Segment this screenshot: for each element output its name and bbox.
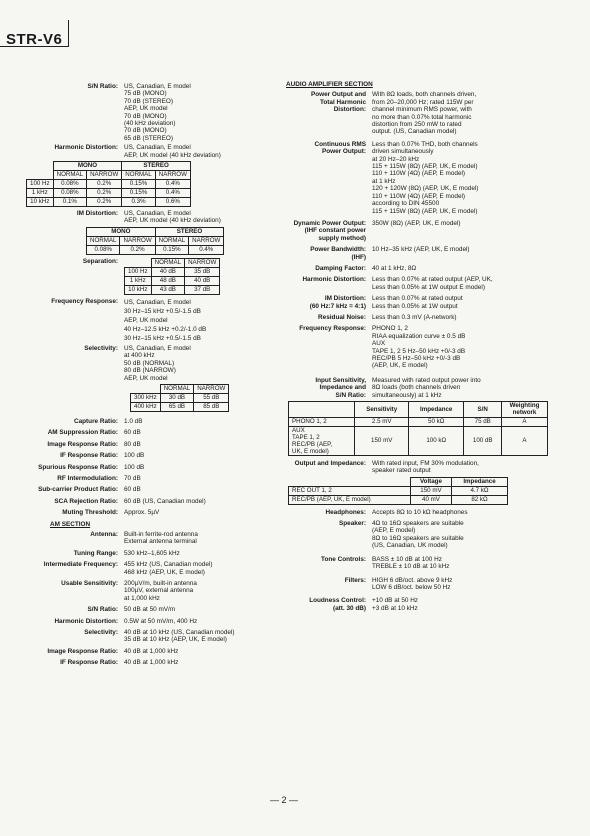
spec-label: Image Response Ratio: (47, 440, 118, 448)
spec-label: RF Intermodulation: (57, 474, 118, 482)
spec-value: 100 dB (124, 463, 145, 471)
spec-value: With rated input, FM 30% modulation, speaker rated output (372, 459, 479, 475)
table-header: NARROW (194, 384, 229, 393)
spec-label: Capture Ratio: (73, 417, 118, 425)
table-header: Sensitivity (355, 402, 409, 418)
spec-label: Residual Noise: (318, 313, 366, 321)
table-cell: 40 dB (151, 267, 184, 276)
table-cell: 1 kHz (27, 189, 54, 198)
spec-label: Selectivity: (84, 629, 118, 637)
table-cell: 100 dB (464, 426, 502, 455)
spec-label: Speaker: (339, 520, 366, 528)
table-cell: 0.2% (87, 198, 122, 207)
table-cell: 0.15% (122, 180, 155, 189)
table-header: NARROW (189, 236, 224, 245)
spec-row (286, 377, 576, 399)
table-cell: 37 dB (185, 285, 220, 294)
spec-row (6, 561, 274, 576)
spec-label: S/N Ratio: (87, 606, 118, 614)
spec-value: 350W (8Ω) (AEP, UK, E model) (372, 219, 461, 227)
spec-label: IM Distortion: (60 Hz:7 kHz = 4:1) (309, 295, 366, 310)
spec-row (286, 295, 576, 310)
spec-row (6, 429, 274, 436)
spec-label: Power Bandwidth: (IHF) (310, 246, 366, 261)
spec-label: Dynamic Power Output: (IHF constant power supply method) (293, 219, 366, 242)
spec-value: US, Canadian, E model AEP, UK model (40 kHz deviation) (124, 144, 221, 159)
am-section-title: AM SECTION (50, 520, 91, 528)
table-cell: 0.2% (87, 180, 122, 189)
table-cell: 82 kΩ (452, 495, 508, 504)
table-cell: REC OUT 1, 2 (289, 486, 411, 495)
spec-value: US, Canadian, E model at 400 kHz 50 dB (NORMAL) 80 dB (NARROW) AEP, UK model (124, 344, 191, 382)
spec-value: 1.0 dB (124, 417, 143, 425)
spec-row (6, 509, 274, 516)
table-row (125, 276, 220, 285)
amp-spec-list (286, 509, 576, 612)
table-cell: 0.4% (155, 180, 190, 189)
table-row (125, 285, 220, 294)
table-cell: 65 dB (160, 402, 193, 411)
spec-label: Intermediate Frequency: (43, 561, 118, 569)
table-row (131, 402, 229, 411)
table-cell: 35 dB (185, 267, 220, 276)
table-cell: 50 kΩ (408, 417, 463, 426)
spec-value: 50 dB at 50 mV/m (124, 606, 176, 614)
table-cell: 0.15% (122, 189, 155, 198)
spec-value: 40 dB at 1,000 kHz (124, 659, 179, 667)
table-cell: 1 kHz (125, 276, 152, 285)
table-cell: 100 Hz (125, 267, 152, 276)
spec-value: 60 dB (124, 429, 141, 437)
table-header: Weighting network (502, 402, 548, 418)
spec-row (286, 265, 576, 272)
spec-row (286, 597, 576, 612)
table-cell: 0.08% (53, 189, 86, 198)
spec-value: Measured with rated output power into 8Ω loads (both channels driven simultaneously) at 1 kHz (372, 376, 481, 399)
spec-value: 100 dB (124, 452, 145, 460)
model-title: STR-V6 (6, 31, 63, 48)
table-cell: 0.3% (122, 198, 155, 207)
spec-label: IM Distortion: (76, 210, 118, 218)
table-header: STEREO (155, 227, 224, 236)
spec-row (286, 325, 576, 369)
table-header: NORMAL (53, 171, 86, 180)
table-row (125, 267, 220, 276)
spec-label: Filters: (344, 576, 366, 584)
table-row (27, 189, 191, 198)
spec-value: 60 dB (US, Canadian model) (124, 497, 206, 505)
spec-label: Tone Controls: (321, 555, 366, 563)
spec-row (286, 577, 576, 592)
spec-row (286, 314, 576, 321)
spec-label: Image Response Ratio: (47, 647, 118, 655)
table-cell: 0.08% (53, 180, 86, 189)
table-row (27, 198, 191, 207)
spec-value: 60 dB (124, 486, 141, 494)
table-row (289, 486, 508, 495)
table-cell: 85 dB (194, 402, 229, 411)
spec-row (286, 91, 576, 135)
table-cell: 0.08% (87, 245, 120, 254)
spec-row (286, 520, 576, 550)
spec-value: Less than 0.07% at rated output Less than 0.05% at 1W output (372, 295, 463, 310)
spec-value: Less than 0.3 mV (A-network) (372, 313, 457, 321)
spec-label: Continuous RMS Power Output: (314, 140, 366, 156)
spec-row (6, 210, 274, 225)
spec-value: 40 at 1 kHz, 8Ω (372, 264, 417, 272)
spec-row (286, 556, 576, 571)
spec-row (6, 629, 274, 644)
table-header: NORMAL (160, 384, 193, 393)
spec-value: 80 dB (124, 440, 141, 448)
spec-label: Selectivity: (84, 344, 118, 352)
spec-value: 200µV/m, built-in antenna 100µV, external antenna at 1,000 kHz (124, 580, 197, 602)
spec-value: +10 dB at 50 Hz +3 dB at 10 kHz (372, 597, 419, 612)
spec-label: S/N Ratio: (87, 83, 118, 90)
selectivity-table (130, 384, 229, 412)
spec-label: IF Response Ratio: (60, 452, 118, 460)
spec-row (6, 452, 274, 459)
spec-row (6, 550, 274, 557)
table-cell: 30 dB (160, 393, 193, 402)
spec-label: Power Output and Total Harmonic Distortion: (310, 91, 366, 114)
spec-label: AM Suppression Ratio: (47, 429, 118, 437)
table-cell: REC/PB (AEP, UK, E model) (289, 495, 411, 504)
am-spec-list (6, 531, 274, 667)
spec-row (6, 606, 274, 613)
spec-row (6, 144, 274, 159)
table-cell: 40 mV (410, 495, 451, 504)
spec-row (6, 464, 274, 471)
spec-row (6, 475, 274, 482)
table-cell: 100 kΩ (408, 426, 463, 455)
spec-value: PHONO 1, 2 RIAA equalization curve ± 0.5 dB AUX TAPE 1, 2 5 Hz–50 kHz +0/-3 dB REC/PB 5 Hz–50 kHz +0/-3 dB (AEP, UK, E model) (372, 325, 466, 370)
spec-row (6, 418, 274, 425)
spec-label: Output and Impedance: (294, 459, 366, 467)
table-header: NORMAL (151, 258, 184, 267)
spec-label: Usable Sensitivity: (61, 580, 118, 587)
spec-value: 70 dB (124, 474, 141, 482)
left-column (6, 83, 274, 671)
spec-label: Separation: (82, 257, 118, 265)
spec-value: BASS ± 10 dB at 100 Hz TREBLE ± 10 dB at 10 kHz (372, 555, 450, 571)
im-distortion-table (86, 227, 224, 255)
table-header: STEREO (122, 162, 191, 171)
harmonic-distortion-table (26, 161, 191, 207)
spec-row (6, 83, 274, 142)
spec-label: Sub-carrier Product Ratio: (38, 486, 118, 494)
spec-label: Loudness Control: (att. 30 dB) (309, 597, 366, 612)
spec-row (6, 486, 274, 493)
table-cell: 40 dB (185, 276, 220, 285)
spec-row (6, 441, 274, 448)
spec-value: US, Canadian, E model 75 dB (MONO) 70 dB (STEREO) AEP, UK model 70 dB (MONO) (40 kHz deviation) 70 dB (MONO) 65 dB (STEREO) (124, 83, 191, 142)
table-cell: 400 kHz (131, 402, 161, 411)
spec-row (6, 580, 274, 602)
spec-value: 530 kHz–1,605 kHz (124, 549, 180, 557)
table-row (289, 495, 508, 504)
spec-row (6, 345, 274, 382)
table-cell: PHONO 1, 2 (289, 417, 355, 426)
spec-row (6, 298, 274, 343)
table-cell: A (502, 417, 548, 426)
table-cell: 0.6% (155, 198, 190, 207)
separation-table (124, 258, 220, 295)
spec-label: Antenna: (90, 530, 118, 538)
spec-value: 10 Hz–35 kHz (AEP, UK, E model) (372, 246, 470, 254)
page-number: — 2 — (270, 795, 299, 805)
table-cell: A (502, 426, 548, 455)
spec-row (6, 618, 274, 625)
table-header: NARROW (185, 258, 220, 267)
spec-value: 4Ω to 16Ω speakers are suitable (AEP, E model) 8Ω to 16Ω speakers are suitable (US, Canadian, UK model) (372, 520, 464, 550)
spec-row (6, 258, 274, 295)
table-row (289, 426, 548, 455)
table-header: NORMAL (87, 236, 120, 245)
spec-label: Headphones: (325, 508, 366, 516)
spec-value: Less than 0.07% THD, both channels driven simultaneously at 20 Hz–20 kHz 115 + 115W (8Ω) (AEP, UK, E model) 110 + 110W (4Ω) (AEP, E model) at 1 kHz 120 + 120W (8Ω) (AEP, UK, E model) 110 + 110W (4Ω) (AEP, E model) according to DIN 45500 115 + 115W (8Ω) (AEP, UK, E model) (372, 140, 479, 215)
title-rule-vertical (68, 20, 69, 46)
audio-section-title: AUDIO AMPLIFIER SECTION (286, 81, 373, 88)
table-cell: 0.4% (155, 189, 190, 198)
spec-value: Less than 0.07% at rated output (AEP, UK, Less than 0.05% at 1W output E model) (372, 276, 493, 291)
input-sensitivity-table (288, 401, 548, 456)
table-cell: 10 kHz (125, 285, 152, 294)
spec-label: Frequency Response: (51, 297, 118, 305)
table-cell: 300 kHz (131, 393, 161, 402)
table-cell: 0.2% (87, 189, 122, 198)
spec-row (286, 141, 576, 215)
table-cell: 0.1% (53, 198, 86, 207)
spec-value: Accepts 8Ω to 10 kΩ headphones (372, 508, 468, 516)
spec-value: US, Canadian, E model 30 Hz–15 kHz +0.5/-1.5 dB AEP, UK model 40 Hz–12.5 kHz +0.2/-1.0 dB 30 Hz–15 kHz +0.5/-1.5 dB (124, 298, 207, 342)
table-header: NORMAL (122, 171, 155, 180)
spec-row (286, 246, 576, 261)
spec-row (286, 509, 576, 516)
spec-label: Harmonic Distortion: (54, 144, 118, 152)
spec-value: 455 kHz (US, Canadian model) 468 kHz (AEP, UK, E model) (124, 561, 213, 576)
table-cell: 10 kHz (27, 198, 54, 207)
table-cell: 150 mV (410, 486, 451, 495)
spec-label: Damping Factor: (315, 264, 366, 272)
table-header: MONO (53, 162, 122, 171)
spec-label: Input Sensitivity, Impedance and S/N Ratio: (315, 376, 366, 399)
spec-row (286, 460, 576, 475)
table-row (289, 417, 548, 426)
table-cell: 48 dB (151, 276, 184, 285)
table-row (131, 393, 229, 402)
table-header: NARROW (87, 171, 122, 180)
spec-row (286, 276, 576, 291)
table-header: S/N (464, 402, 502, 418)
spec-value: 0.5W at 50 mV/m, 400 Hz (124, 617, 198, 625)
spec-value: Built-in ferrite-rod antenna External antenna terminal (124, 530, 198, 546)
table-header: NARROW (120, 236, 155, 245)
spec-row (6, 498, 274, 505)
table-cell: 0.15% (155, 245, 188, 254)
spec-value: HIGH 6 dB/oct. above 9 kHz LOW 6 dB/oct. below 50 Hz (372, 576, 453, 591)
table-header: Voltage (410, 477, 451, 486)
table-cell: 55 dB (194, 393, 229, 402)
spec-value: 40 dB at 1,000 kHz (124, 647, 179, 655)
output-impedance-table (288, 477, 508, 505)
table-header: Impedance (452, 477, 508, 486)
table-header: NARROW (155, 171, 190, 180)
right-column (286, 83, 576, 614)
table-cell: 43 dB (151, 285, 184, 294)
spec-label: Harmonic Distortion: (302, 276, 366, 284)
table-cell: 100 Hz (27, 180, 54, 189)
spec-label: Frequency Response: (299, 325, 366, 333)
spec-value: Approx. 5µV (124, 509, 160, 517)
table-header: MONO (87, 227, 156, 236)
table-cell: 75 dB (464, 417, 502, 426)
spec-label: Harmonic Distortion: (54, 617, 118, 625)
table-header: Impedance (408, 402, 463, 418)
spec-value: US, Canadian, E model AEP, UK model (40 kHz deviation) (124, 210, 221, 225)
table-cell: AUX TAPE 1, 2 REC/PB (AEP, UK, E model) (289, 426, 355, 455)
table-header: NORMAL (155, 236, 188, 245)
table-cell: 2.5 mV (355, 417, 409, 426)
table-cell: 4.7 kΩ (452, 486, 508, 495)
table-row (87, 245, 224, 254)
spec-label: Spurious Response Ratio: (38, 463, 118, 471)
spec-label: SCA Rejection Ratio: (54, 497, 118, 505)
spec-label: Tuning Range: (73, 549, 118, 557)
spec-label: IF Response Ratio: (60, 659, 118, 667)
spec-row (6, 531, 274, 546)
table-cell: 0.4% (189, 245, 224, 254)
spec-label: Muting Threshold: (62, 509, 118, 517)
table-cell: 0.2% (120, 245, 155, 254)
spec-value: 40 dB at 10 kHz (US, Canadian model) 35 dB at 10 kHz (AEP, UK, E model) (124, 629, 235, 644)
spec-row (6, 659, 274, 666)
tuner-spec-list (6, 418, 274, 517)
spec-value: With 8Ω loads, both channels driven, from 20–20,000 Hz; rated 115W per channel minimum RMS power, with no more than 0.07% total harmonic distortion from 250 mW to rated output. (US, Canadian model) (372, 91, 477, 136)
spec-row (286, 220, 576, 242)
table-row (27, 180, 191, 189)
table-cell: 150 mV (355, 426, 409, 455)
spec-row (6, 648, 274, 655)
